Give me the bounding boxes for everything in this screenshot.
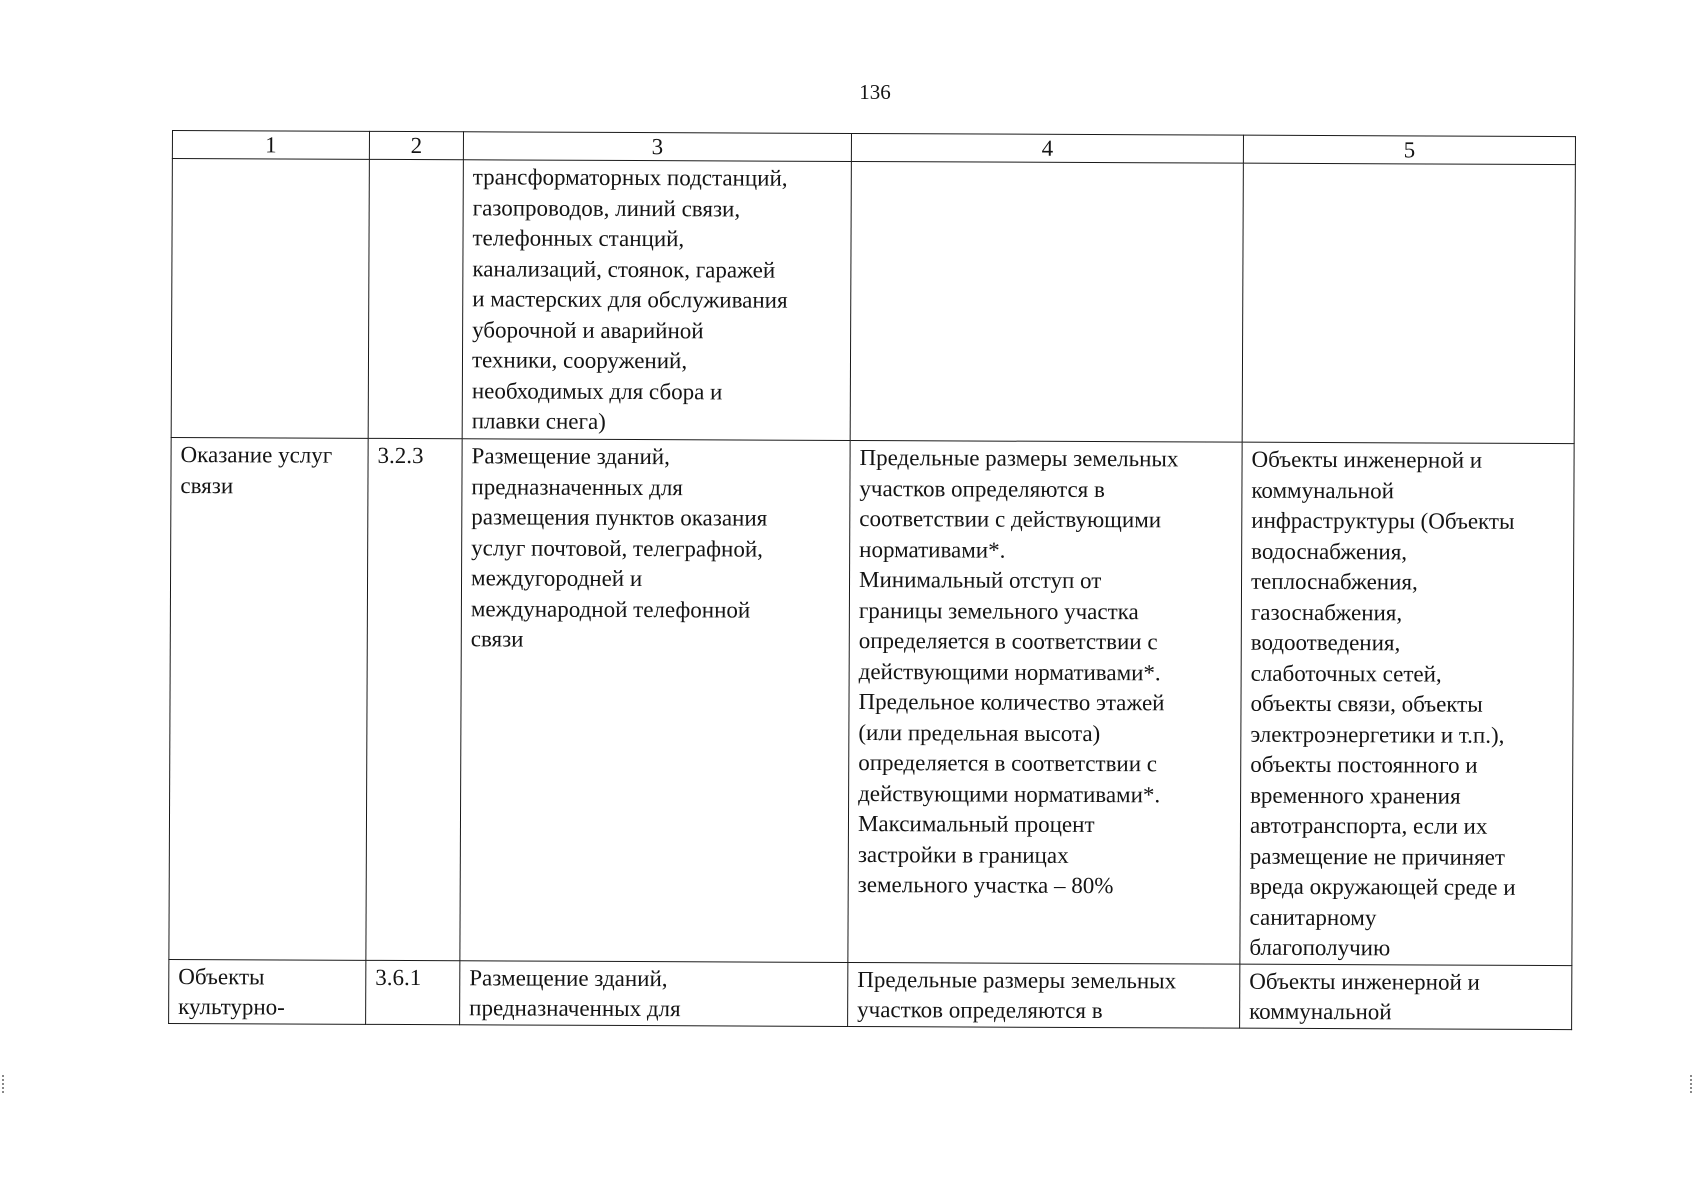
auxiliary-uses-text: Объекты инженерной и коммунальной <box>1249 968 1480 1025</box>
use-description-cell <box>460 439 850 962</box>
use-description-cell <box>462 160 851 441</box>
page-number: 136 <box>859 80 891 104</box>
use-code-cell <box>366 960 460 1024</box>
parameters-cell <box>848 440 1242 963</box>
use-code-text: 3.6.1 <box>375 964 422 990</box>
column-header-5: 5 <box>1243 135 1575 164</box>
table-row <box>169 437 1574 965</box>
use-code-cell <box>366 438 462 960</box>
column-header-3: 3 <box>463 132 851 162</box>
parameters-cell <box>850 161 1243 442</box>
parameters-text: Предельные размеры земельных участков определяются в соответствии с действующими нормативами*. Минимальный отступ от границы земельного участка определяется в соответствии с действующими нормативами*. Предельное количество этажей (или предельная высота) определяется в соответствии с действующими нормативами*. Максимальный процент застройки в границах земельного участка – 80% <box>857 445 1179 899</box>
use-code-cell <box>368 159 463 438</box>
parameters-cell <box>848 962 1240 1028</box>
column-header-2: 2 <box>369 131 463 159</box>
use-name-cell <box>169 437 368 959</box>
parameters-text <box>861 164 1234 166</box>
auxiliary-uses-cell <box>1242 163 1575 443</box>
use-name-cell <box>171 159 369 439</box>
use-description-text: трансформаторных подстанций, газопроводов, линий связи, телефонных станций, канализаций, стоянок, гаражей и мастерских для обслуживания уборочной и аварийной техники, сооружений, необходимых для сбора и плавки снега) <box>471 164 788 434</box>
parameters-text: Предельные размеры земельных участков определяются в <box>857 966 1177 1024</box>
use-name-text <box>182 161 360 162</box>
use-name-text: Оказание услуг связи <box>180 442 333 498</box>
auxiliary-uses-text: Объекты инженерной и коммунальной инфраструктуры (Объекты водоснабжения, теплоснабжения, газоснабжения, водоотведения, слаботочных сетей, объекты связи, объекты электроэнергетики и т.п.), объекты постоянного и временного хранения автотранспорта, если их размещение не причиняет вреда окружающей среде и санитарному благополучию <box>1249 446 1516 961</box>
column-header-1: 1 <box>172 131 369 160</box>
use-description-text: Размещение зданий, предназначенных для <box>469 964 681 1022</box>
right-margin-mark <box>1690 1075 1696 1093</box>
use-description-cell <box>460 960 848 1026</box>
use-name-text: Объекты культурно- <box>178 963 285 1020</box>
left-margin-mark <box>2 1075 8 1093</box>
use-description-text: Размещение зданий, предназначенных для размещения пунктов оказания услуг почтовой, телеграфной, междугородней и международной телефонной связи <box>470 443 768 652</box>
use-code-text: 3.2.3 <box>377 442 424 469</box>
zoning-table <box>168 130 1576 1030</box>
table-body <box>169 159 1576 1030</box>
use-name-cell <box>169 959 366 1024</box>
auxiliary-uses-cell <box>1240 442 1574 965</box>
table-row <box>169 959 1572 1029</box>
auxiliary-uses-text <box>1253 166 1566 167</box>
column-header-4: 4 <box>851 133 1243 163</box>
table-row <box>171 159 1575 444</box>
auxiliary-uses-cell <box>1240 964 1572 1029</box>
